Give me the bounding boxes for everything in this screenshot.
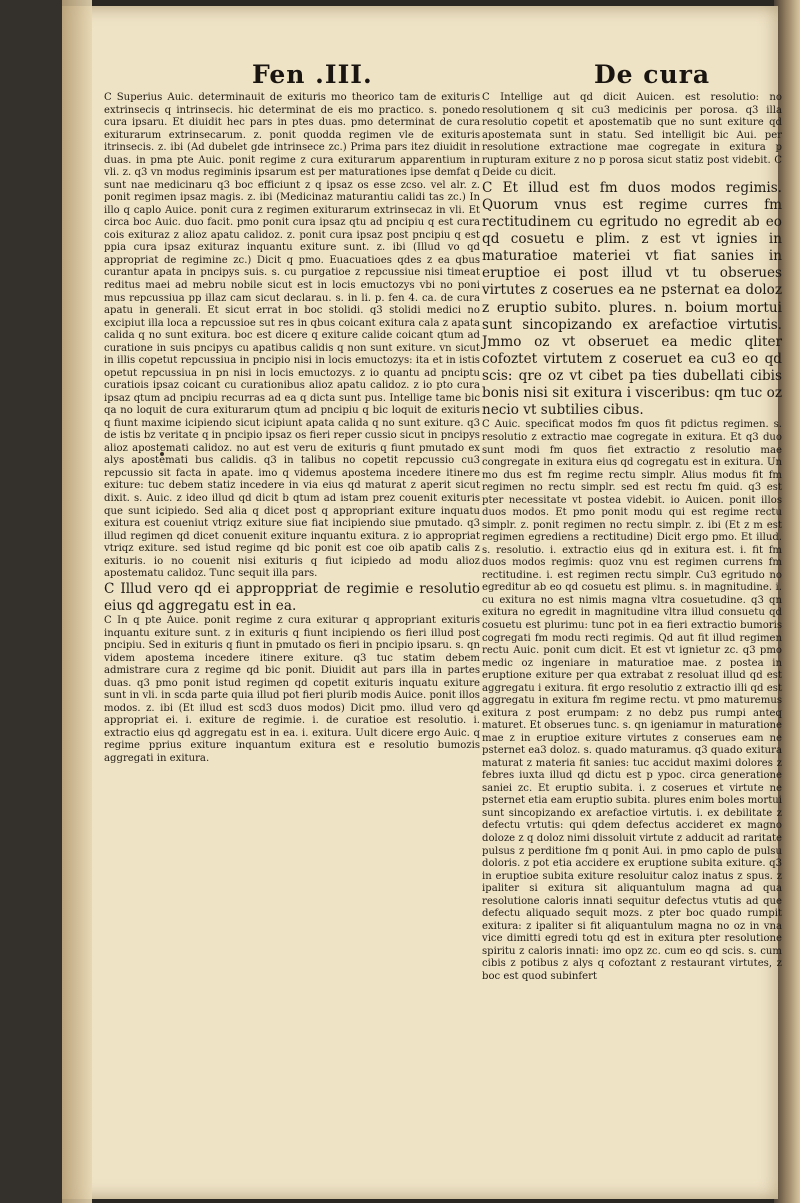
left-paragraph-2: C In q pte Auice. ponit regime z cura exiturar q appropriant exituris inquantu exiture sunt. z in exituris q fiunt incipiendo os fieri illud post pncipiu. Sed in exituris q fiunt in pmutado os fieri in pncipio ipsaru. s. qn videm apostema incedere itinere exiture. q3 tuc statim debem admistrare cura z regime qd bic ponit. Diuidit aut pars illa in partes duas. q3 pmo ponit istud regimen qd copetit exituris inquatu exiture sunt in vli. in scda parte quia illud pot fieri plurib modis Auice. ponit illos modos. z. ibi (Et illud est scd3 duos modos) Dicit pmo. illud vero qd appropriat ei. i. exiture de regimie. i. de curatioe est resolutio. i. extractio eius qd aggregatu est in ea. i. exitura. Uult dicere ergo Auic. q regime pprius exiture inquantum exitura est e resolutio bumozis aggregati in exitura. bbox=[104, 614, 480, 764]
left-paragraph-1: C Superius Auic. determinauit de exituris mo theorico tam de exituris extrinsecis q intrinsecis. hic determinat de eis mo practico. s. ponedo cura ipsaru. Et diuidit hec pars in ptes duas. pmo determinat de cura exiturarum extrinsecarum. z. ponit quodda regimen vle de exituris itrinsecis. z. ibi (Ad dubelet gde intrinsece zc.) Prima pars itez diuidit in duas. in pma pte Auic. ponit regime z cura exiturarum apparentium in vli. z. q3 vn modus regiminis ipsarum est per maturationes ipse demfat q sunt nae medicinaru q3 boc efficiunt z q ipsaz os esse zcso. vel alr. z. ponit regimen ipsaz magis. z. ibi (Medicinaz maturantiu calidi tas zc.) In illo q caplo Auice. ponit cura z regimen exiturarum extrinsecaz in vli. Et circa boc Auic. duo facit. pmo ponit cura ipsaz qtu ad pncipiu q est cura cois exituraz z alioz apatu calidoz. z. ponit cura ipsaz post pncipiu q est ppia cura ipsaz exituraz inquantu exiture sunt. z. ibi (Illud vo qd appropriat de regimine zc.) Dicit q pmo. Euacuatioes qdes z ea qbus curantur apata in pncipys suis. s. cu purgatioe z repcussiue nisi timeat reditus maei ad mebru nobile sicut est in locis emuctozys vbi no poni mus repcussiua pp illaz cam sicut declarau. s. in li. p. fen 4. ca. de cura apatu in generali. Et sicut errat in boc stolidi. q3 stolidi medici no excipiut illa loca a repcussioe sut res in qbus coicant exitura cala z apata calida q no sunt exitura. boc est dicere q exiture calide coicant qtum ad curatione in suis pncipys cu apatibus calidis q non sunt exiture. vn sicut in illis copetut repcussiua in pncipio nisi in locis emuctozys: ita et in istis opetut repcussiua in pn nisi in locis emuctozys. z io quantu ad pnciptu curatiois ipsaz coicant cu curationibus alioz apatu calidoz. z io pto cura ipsaz qtum ad pncipiu recurras ad ea q dicta sunt pus. Intellige tame bic qa no loquit de cura exiturarum qtum ad pncipiu q bic loquit de exituris q fiunt maxime icipiendo sicut icipiunt apata calida q no sunt exiture. q3 de istis bz veritate q in pncipio ipsaz os fieri reper cussio sicut in pncipys alioz apostemati calidoz. no aut est veru de exituris q fiunt pmutado ex alys apostemati bus calidis. q3 in talibus no copetit repcussio cu3 repcussio sit facta in apate. imo q videmus apostema incedere itinere exiture: tuc debem statiz incedere in via eius qd maturat z aperit sicut dixit. s. Auic. z ideo illud qd dicit b qtum ad istam prez couenit exituris que sunt icipiedo. Sed alia q dicet post q appropriant exiture inquatu exitura est coueniut vtriqz exiture siue fiat incipiendo siue pmutado. q3 illud regimen qd dicet conuenit exiture inquantu exitura. z io appropriat vtriqz exiture. sed istud regime qd bic ponit est coe oib apatib calis z exituris. io no couenit nisi exituris q fiut icipiedo ad modu alioz apostematu calidoz. Tunc sequit illa pars. bbox=[104, 92, 480, 580]
right-paragraph-2: C Auic. specificat modos fm quos fit pdictus regimen. s. resolutio z extractio mae cogregate in exitura. Et q3 duo sunt modi fm quos fiet extractio z resolutio mae congregate in exitura eius qd cogregatu est in exitura. Un mo dus est fm regime rectu simplr. Alius modus fit fm regimen no rectu simplr. sed est rectu fm quid. q3 est pter necessitate vt postea videbit. io Auicen. ponit illos duos modos. Et pmo ponit modu qui est regime rectu simplr. z. ponit regimen no rectu simplr. z. ibi (Et z m est regimen egrediens a rectitudine) Dicit ergo pmo. Et illud. s. resolutio. i. extractio eius qd in exitura est. i. fit fm duos modos regimis: quoz vnu est regimen currens fm rectitudine. i. est regimen rectu simplr. Cu3 egritudo no egreditur ab eo qd cosuetu est plimu. s. in magnitudine. i. cu exitura no est nimis magna vltra cosuetudine. q3 qn exitura no egredit in magnitudine vltra illud consuetu qd cosuetu est plurimu: tunc pot in ea fieri extractio bumoris cogregati fm modu recti regimis. Qd aut fit illud regimen rectu Auic. ponit cum dicit. Et est vt ignietur zc. q3 pmo medic oz ingeniare in maturatioe mae. z postea in eruptione exiture per qua extrabat z resoluat illud qd est aggregatu i exitura. fit ergo resolutio z extractio illi qd est aggregatu in exitura fm regime rectu. vt pmo maturemus exitura z post erumpam: z no debz pus rumpi anteq maturet. Et obserues tunc. s. qn igeniamur in maturatione mae z in eruptioe exiture virtutes z conserues eam ne psternet ea3 doloz. s. quado maturamus. q3 quado exitura maturat z materia fit sanies: tuc accidut maximi dolores z febres iuxta illud qd dictu est p ypoc. circa generatione saniei zc. Et eruptio subita. i. z coserues et virtute ne psternet etia eam eruptio subita. plures enim boles mortui sunt sincopizando ex arefactioe virtutis. i. ex debilitate z defectu vrtutis: qui qdem defectus accideret ex magno doloze z q doloz nimi dissoluit virtute z adducit ad raritate pulsus z perditione fm q ponit Aui. in pmo caplo de pulsu doloris. z pot etia accidere ex eruptione subita exiture. q3 in eruptioe subita exiture resoluitur caloz inatus z spus. z ipaliter si exitura sit aliquantulum magna ad qua resolutione caloris innati sequitur defectus vtutis ad que defectu aliquado sequit mozs. z pter boc quado rumpit exitura: z ipaliter si fit aliquantulum magna no oz in vna vice dimitti egredi totu qd est in exitura pter resolutione spiritu z caloris innati: imo opz zc. cum eo qd scis. s. cum cibis z potibus z alys q cofoztant z restaurant virtutes, z boc est quod subinfert bbox=[482, 419, 782, 982]
running-head-left: Fen .III. bbox=[252, 60, 373, 89]
left-column bbox=[104, 92, 480, 765]
right-column bbox=[482, 92, 782, 983]
left-lemma: C Illud vero qd ei approppriat de regimie e resolutio eius qd aggregatu est in ea. bbox=[104, 580, 480, 614]
right-paragraph-1: C Intellige aut qd dicit Auicen. est resolutio: no resolutionem q sit cu3 medicinis per porosa. q3 illa resolutio copetit et apostematib que no sunt exiture qd apostemata sunt in statu. Sed intelligit bic Aui. per resolutione extractione mae cogregate in exitura p rupturam exiture z no p porosa sicut statiz post videbit. C Deide cu dicit. bbox=[482, 92, 782, 179]
page-edge-shadow bbox=[62, 0, 92, 1203]
running-head-right: De cura bbox=[594, 60, 711, 89]
left-gutter bbox=[0, 0, 62, 1203]
right-lemma: C Et illud est fm duos modos regimis. Quorum vnus est regime curres fm rectitudinem cu egritudo no egredit ab eo qd cosuetu e plim. z est vt ignies in maturatioe materiei vt fiat sanies in eruptioe ei post illud vt tu obserues virtutes z coserues ea ne psternat ea doloz z eruptio subito. plures. n. boium mortui sunt sincopizando ex arefactioe virtutis. Jmmo oz vt obseruet ea medic qliter cofoztet virtutem z coseruet ea cu3 eo qd scis: qre oz vt cibet pa ties dubellati cibis bonis nisi sit exitura i visceribus: qm tuc oz necio vt subtilies cibus. bbox=[482, 179, 782, 419]
